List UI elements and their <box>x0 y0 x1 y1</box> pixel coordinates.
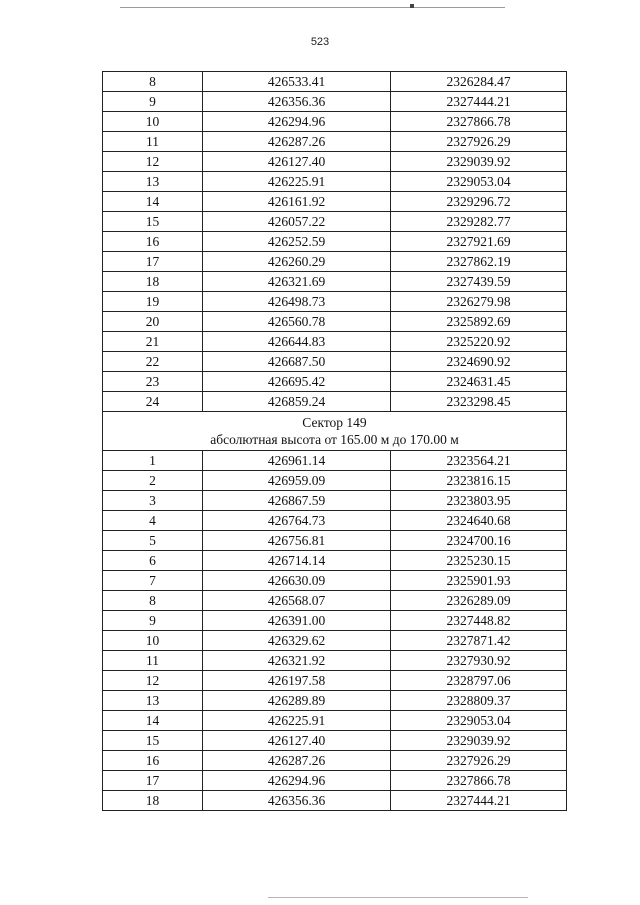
point-number-cell: 10 <box>103 631 203 651</box>
y-coordinate-cell: 2329053.04 <box>391 711 567 731</box>
scan-top-mark <box>410 4 414 8</box>
y-coordinate-cell: 2329296.72 <box>391 192 567 212</box>
x-coordinate-cell: 426391.00 <box>203 611 391 631</box>
y-coordinate-cell: 2327444.21 <box>391 92 567 112</box>
point-number-cell: 16 <box>103 751 203 771</box>
table-row <box>103 771 567 791</box>
point-number-cell: 3 <box>103 491 203 511</box>
x-coordinate-cell: 426321.92 <box>203 651 391 671</box>
y-coordinate-cell: 2323298.45 <box>391 392 567 412</box>
table-row <box>103 252 567 272</box>
table-row <box>103 272 567 292</box>
point-number-cell: 16 <box>103 232 203 252</box>
table-row <box>103 132 567 152</box>
x-coordinate-cell: 426568.07 <box>203 591 391 611</box>
table-row <box>103 571 567 591</box>
point-number-cell: 9 <box>103 92 203 112</box>
y-coordinate-cell: 2327866.78 <box>391 112 567 132</box>
table-row <box>103 392 567 412</box>
table-row <box>103 372 567 392</box>
x-coordinate-cell: 426498.73 <box>203 292 391 312</box>
table-row <box>103 691 567 711</box>
x-coordinate-cell: 426560.78 <box>203 312 391 332</box>
x-coordinate-cell: 426197.58 <box>203 671 391 691</box>
y-coordinate-cell: 2326279.98 <box>391 292 567 312</box>
point-number-cell: 14 <box>103 192 203 212</box>
point-number-cell: 7 <box>103 571 203 591</box>
x-coordinate-cell: 426959.09 <box>203 471 391 491</box>
table-row <box>103 671 567 691</box>
x-coordinate-cell: 426764.73 <box>203 511 391 531</box>
y-coordinate-cell: 2326284.47 <box>391 72 567 92</box>
coordinates-rows-before <box>103 72 567 412</box>
point-number-cell: 13 <box>103 691 203 711</box>
sector-header-cell <box>103 412 567 451</box>
y-coordinate-cell: 2329039.92 <box>391 731 567 751</box>
table-row <box>103 352 567 372</box>
point-number-cell: 18 <box>103 791 203 811</box>
table-row <box>103 731 567 751</box>
y-coordinate-cell: 2324631.45 <box>391 372 567 392</box>
scan-top-border-line <box>120 7 505 8</box>
coordinates-rows-after <box>103 451 567 811</box>
point-number-cell: 17 <box>103 771 203 791</box>
y-coordinate-cell: 2329282.77 <box>391 212 567 232</box>
x-coordinate-cell: 426695.42 <box>203 372 391 392</box>
point-number-cell: 2 <box>103 471 203 491</box>
point-number-cell: 19 <box>103 292 203 312</box>
y-coordinate-cell: 2327448.82 <box>391 611 567 631</box>
point-number-cell: 10 <box>103 112 203 132</box>
point-number-cell: 6 <box>103 551 203 571</box>
table-row <box>103 212 567 232</box>
x-coordinate-cell: 426161.92 <box>203 192 391 212</box>
x-coordinate-cell: 426356.36 <box>203 92 391 112</box>
x-coordinate-cell: 426294.96 <box>203 112 391 132</box>
x-coordinate-cell: 426630.09 <box>203 571 391 591</box>
x-coordinate-cell: 426321.69 <box>203 272 391 292</box>
y-coordinate-cell: 2328797.06 <box>391 671 567 691</box>
y-coordinate-cell: 2327866.78 <box>391 771 567 791</box>
point-number-cell: 4 <box>103 511 203 531</box>
y-coordinate-cell: 2325892.69 <box>391 312 567 332</box>
y-coordinate-cell: 2323816.15 <box>391 471 567 491</box>
table-row <box>103 711 567 731</box>
point-number-cell: 12 <box>103 152 203 172</box>
x-coordinate-cell: 426687.50 <box>203 352 391 372</box>
point-number-cell: 22 <box>103 352 203 372</box>
x-coordinate-cell: 426225.91 <box>203 172 391 192</box>
y-coordinate-cell: 2325220.92 <box>391 332 567 352</box>
x-coordinate-cell: 426289.89 <box>203 691 391 711</box>
table-row <box>103 611 567 631</box>
table-row <box>103 591 567 611</box>
x-coordinate-cell: 426287.26 <box>203 132 391 152</box>
point-number-cell: 17 <box>103 252 203 272</box>
table-row <box>103 112 567 132</box>
table-row <box>103 651 567 671</box>
point-number-cell: 11 <box>103 651 203 671</box>
x-coordinate-cell: 426252.59 <box>203 232 391 252</box>
y-coordinate-cell: 2329053.04 <box>391 172 567 192</box>
sector-header-group <box>103 412 567 451</box>
x-coordinate-cell: 426127.40 <box>203 152 391 172</box>
point-number-cell: 13 <box>103 172 203 192</box>
x-coordinate-cell: 426867.59 <box>203 491 391 511</box>
table-row <box>103 152 567 172</box>
table-row <box>103 451 567 471</box>
x-coordinate-cell: 426225.91 <box>203 711 391 731</box>
scan-bottom-border-line <box>268 897 528 898</box>
x-coordinate-cell: 426756.81 <box>203 531 391 551</box>
table-row <box>103 511 567 531</box>
table-row <box>103 92 567 112</box>
y-coordinate-cell: 2328809.37 <box>391 691 567 711</box>
table-row <box>103 192 567 212</box>
x-coordinate-cell: 426859.24 <box>203 392 391 412</box>
x-coordinate-cell: 426127.40 <box>203 731 391 751</box>
x-coordinate-cell: 426260.29 <box>203 252 391 272</box>
y-coordinate-cell: 2329039.92 <box>391 152 567 172</box>
sector-header-row <box>103 412 567 451</box>
table-row <box>103 312 567 332</box>
table-row <box>103 531 567 551</box>
x-coordinate-cell: 426533.41 <box>203 72 391 92</box>
table-row <box>103 292 567 312</box>
point-number-cell: 24 <box>103 392 203 412</box>
point-number-cell: 1 <box>103 451 203 471</box>
point-number-cell: 18 <box>103 272 203 292</box>
point-number-cell: 8 <box>103 72 203 92</box>
x-coordinate-cell: 426057.22 <box>203 212 391 232</box>
x-coordinate-cell: 426714.14 <box>203 551 391 571</box>
point-number-cell: 11 <box>103 132 203 152</box>
x-coordinate-cell: 426961.14 <box>203 451 391 471</box>
x-coordinate-cell: 426644.83 <box>203 332 391 352</box>
table-row <box>103 551 567 571</box>
point-number-cell: 23 <box>103 372 203 392</box>
point-number-cell: 15 <box>103 212 203 232</box>
table-row <box>103 232 567 252</box>
y-coordinate-cell: 2324690.92 <box>391 352 567 372</box>
y-coordinate-cell: 2327862.19 <box>391 252 567 272</box>
y-coordinate-cell: 2324640.68 <box>391 511 567 531</box>
y-coordinate-cell: 2327921.69 <box>391 232 567 252</box>
table-row <box>103 491 567 511</box>
y-coordinate-cell: 2325901.93 <box>391 571 567 591</box>
sector-title: Сектор 149 <box>302 415 367 430</box>
table-row <box>103 631 567 651</box>
table-row <box>103 751 567 771</box>
table-row <box>103 72 567 92</box>
y-coordinate-cell: 2327930.92 <box>391 651 567 671</box>
x-coordinate-cell: 426356.36 <box>203 791 391 811</box>
y-coordinate-cell: 2327871.42 <box>391 631 567 651</box>
y-coordinate-cell: 2327439.59 <box>391 272 567 292</box>
point-number-cell: 5 <box>103 531 203 551</box>
point-number-cell: 9 <box>103 611 203 631</box>
point-number-cell: 21 <box>103 332 203 352</box>
sector-altitude-range: абсолютная высота от 165.00 м до 170.00 м <box>210 432 459 447</box>
y-coordinate-cell: 2324700.16 <box>391 531 567 551</box>
point-number-cell: 8 <box>103 591 203 611</box>
table-row <box>103 172 567 192</box>
y-coordinate-cell: 2326289.09 <box>391 591 567 611</box>
x-coordinate-cell: 426287.26 <box>203 751 391 771</box>
point-number-cell: 15 <box>103 731 203 751</box>
point-number-cell: 12 <box>103 671 203 691</box>
table-row <box>103 332 567 352</box>
point-number-cell: 20 <box>103 312 203 332</box>
x-coordinate-cell: 426294.96 <box>203 771 391 791</box>
page-number: 523 <box>310 36 330 48</box>
x-coordinate-cell: 426329.62 <box>203 631 391 651</box>
point-number-cell: 14 <box>103 711 203 731</box>
table-row <box>103 791 567 811</box>
y-coordinate-cell: 2327926.29 <box>391 751 567 771</box>
y-coordinate-cell: 2327444.21 <box>391 791 567 811</box>
coordinates-table <box>102 71 567 811</box>
y-coordinate-cell: 2325230.15 <box>391 551 567 571</box>
table-row <box>103 471 567 491</box>
y-coordinate-cell: 2323803.95 <box>391 491 567 511</box>
y-coordinate-cell: 2327926.29 <box>391 132 567 152</box>
y-coordinate-cell: 2323564.21 <box>391 451 567 471</box>
